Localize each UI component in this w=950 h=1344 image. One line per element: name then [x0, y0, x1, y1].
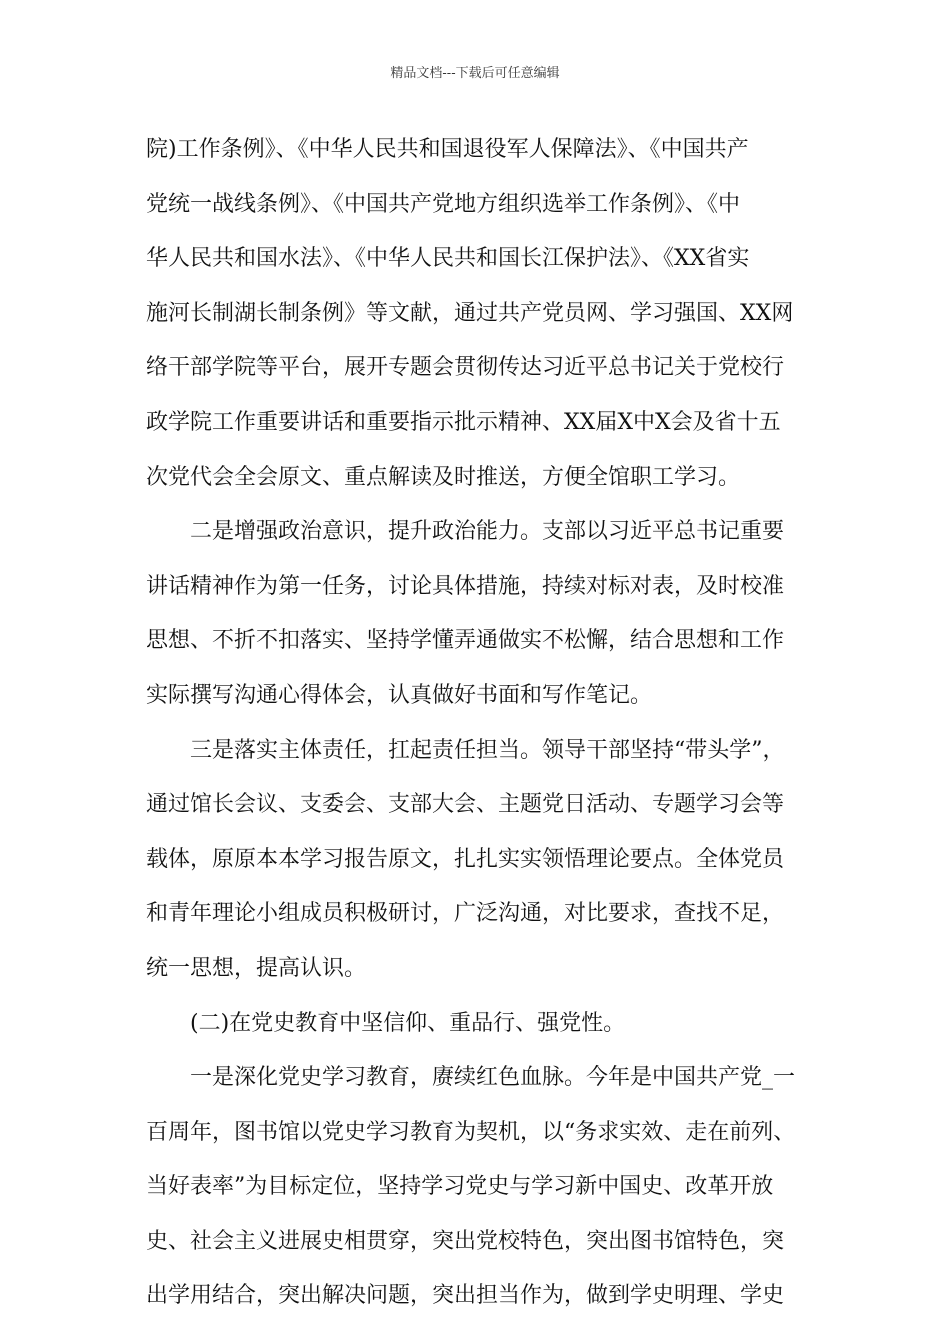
page-header: 精品文档---下载后可任意编辑: [390, 66, 560, 81]
text-line: 施河长制湖长制条例》等文献，通过共产党员网、学习强国、XX网: [146, 300, 794, 326]
text-line: 通过馆长会议、支委会、支部大会、主题党日活动、专题学习会等: [146, 792, 785, 818]
text-line: 思想、不折不扣落实、坚持学懂弄通做实不松懈，结合思想和工作: [146, 628, 785, 654]
text-line: 载体，原原本本学习报告原文，扎扎实实领悟理论要点。全体党员: [146, 846, 785, 872]
text-line: 史、社会主义进展史相贯穿，突出党校特色，突出图书馆特色，突: [146, 1228, 785, 1254]
document-body: [146, 128, 816, 1329]
text-line: 实际撰写沟通心得体会，认真做好书面和写作笔记。: [146, 682, 653, 708]
text-line: (二)在党史教育中坚信仰、重品行、强党性。: [190, 1010, 626, 1036]
text-line: 百周年，图书馆以党史学习教育为契机，以“务求实效、走在前列、: [146, 1119, 796, 1145]
text-line: 次党代会全会原文、重点解读及时推送，方便全馆职工学习。: [146, 464, 741, 490]
text-line: 党统一战线条例》、《中国共产党地方组织选举工作条例》、《中: [146, 191, 741, 217]
text-line: 华人民共和国水法》、《中华人民共和国长江保护法》、《XX省实: [146, 246, 750, 272]
text-line: 二是增强政治意识，提升政治能力。支部以习近平总书记重要: [190, 519, 785, 545]
text-line: 政学院工作重要讲话和重要指示批示精神、XX届X中X会及省十五: [146, 409, 781, 435]
text-line: 出学用结合，突出解决问题，突出担当作为，做到学史明理、学史: [146, 1283, 785, 1309]
text-line: 当好表率”为目标定位，坚持学习党史与学习新中国史、改革开放: [146, 1174, 774, 1200]
text-line: 院)工作条例》、《中华人民共和国退役军人保障法》、《中国共产: [146, 137, 749, 162]
text-line: 三是落实主体责任，扛起责任担当。领导干部坚持“带头学”，: [190, 737, 785, 763]
text-line: 讲话精神作为第一任务，讨论具体措施，持续对标对表，及时校准: [146, 573, 785, 599]
text-line: 络干部学院等平台，展开专题会贯彻传达习近平总书记关于党校行: [146, 355, 785, 381]
text-line: 和青年理论小组成员积极研讨，广泛沟通，对比要求，查找不足，: [146, 901, 785, 927]
text-line: 统一思想，提高认识。: [146, 955, 367, 981]
text-line: 一是深化党史学习教育，赓续红色血脉。今年是中国共产党_一: [190, 1065, 796, 1091]
